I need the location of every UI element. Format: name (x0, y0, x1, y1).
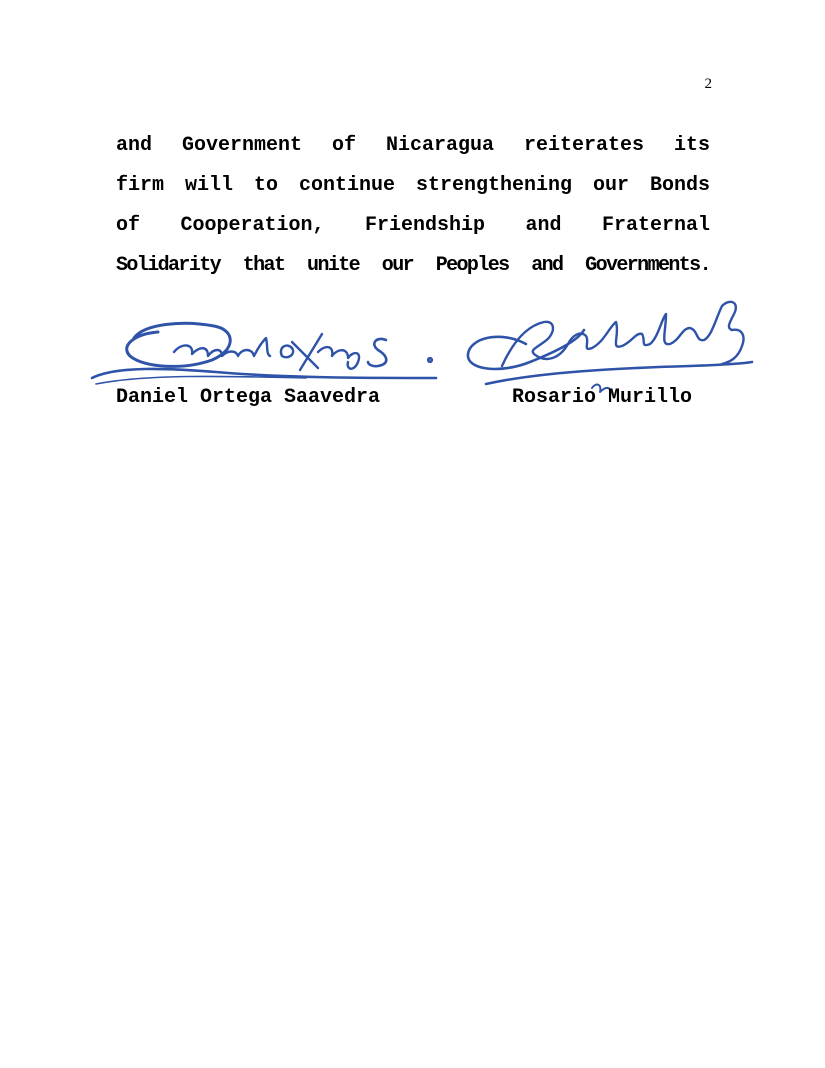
signature-ortega-graphic (86, 312, 446, 394)
signature-ortega (86, 312, 446, 394)
page-number: 2 (704, 76, 712, 92)
signatory-name-murillo: Rosario Murillo (512, 386, 693, 409)
paragraph-line: and Government of Nicaragua reiterates its (116, 134, 710, 157)
signatory-name-ortega: Daniel Ortega Saavedra (116, 386, 381, 409)
paragraph-line: of Cooperation, Friendship and Fraternal (116, 214, 710, 237)
paragraph-line: Solidarity that unite our Peoples and Governments. (116, 254, 710, 277)
body-paragraph (116, 126, 710, 286)
paragraph-line: firm will to continue strengthening our Bonds (116, 174, 710, 197)
